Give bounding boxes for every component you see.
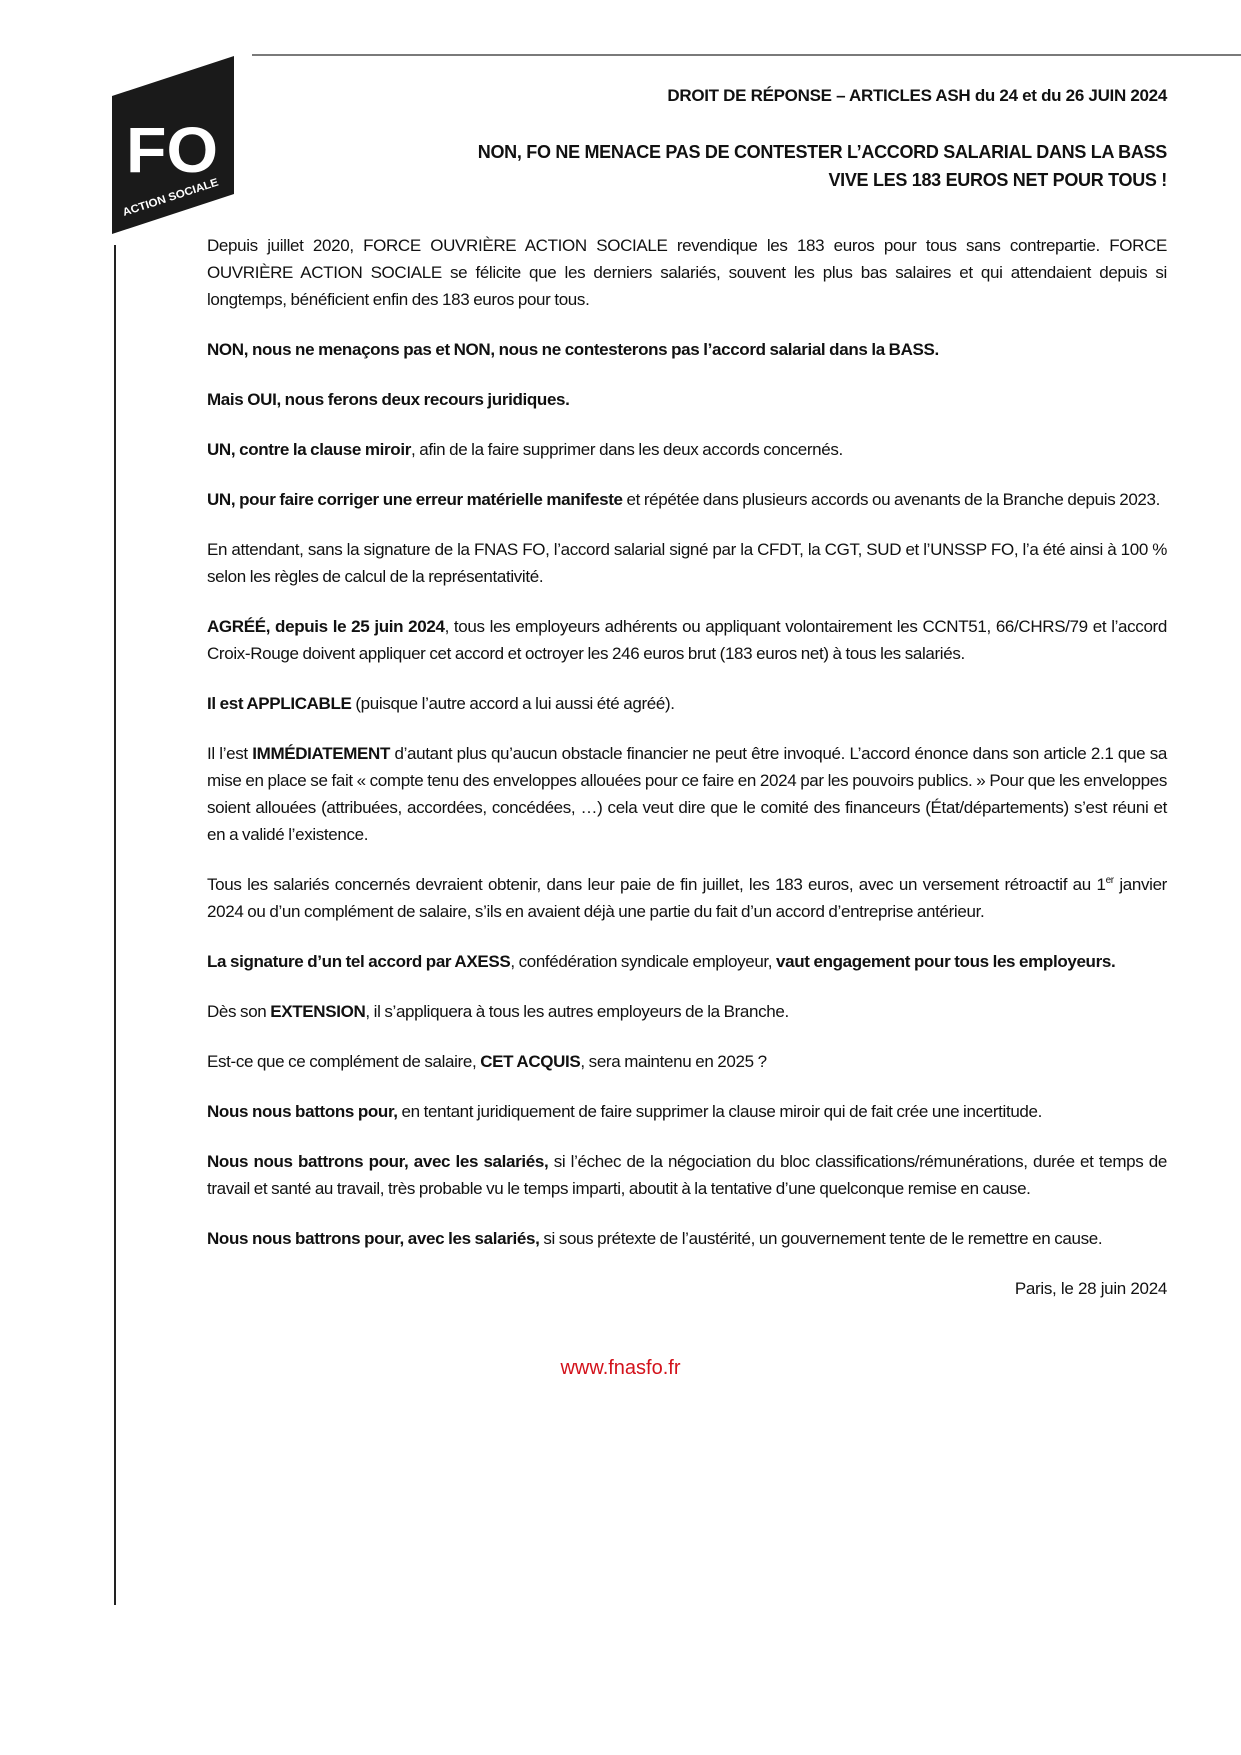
text-run: d’autant plus qu’aucun obstacle financier ne peut être invoqué. L’accord énonce dans son article 2.1 que sa mise en place se fait « compte tenu des enveloppes allouées pour ce faire en 2024 par les pouvoirs publics. » Pour que les enveloppes soient allouées (attribuées, accordées, concédées, …) cela veut dire que le comité des financeurs (État/départements) s’est réuni et en a validé l’existence. [207,744,1167,844]
bold-text: Mais OUI, nous ferons deux recours juridiques. [207,390,570,409]
bold-text: Il est APPLICABLE [207,694,352,713]
text-run: janvier 2024 ou d’un complément de salaire, s’ils en avaient déjà une partie du fait d’un accord d’entreprise antérieur. [207,875,1167,921]
text-run: et répétée dans plusieurs accords ou avenants de la Branche depuis 2023. [622,490,1161,509]
bold-text: NON, nous ne menaçons pas et NON, nous ne contesterons pas l’accord salarial dans la BASS. [207,340,939,359]
text-run: , confédération syndicale employeur, [510,952,777,971]
paragraph [207,1148,1167,1202]
logo-initials: FO [126,114,218,186]
document-label: DROIT DE RÉPONSE – ARTICLES ASH du 24 et du 26 JUIN 2024 [667,86,1167,105]
paragraph [207,613,1167,667]
bold-text: Nous nous battrons pour, avec les salariés, [207,1229,540,1248]
text-run: si l’échec de la négociation du bloc classifications/rémunérations, durée et temps de travail et santé au travail, très probable vu le temps imparti, aboutit à la tentative d’une quelconque remise en cause. [207,1152,1167,1198]
headline [267,138,1167,194]
paragraph [207,948,1167,975]
paragraph [207,690,1167,717]
text-run: En attendant, sans la signature de la FNAS FO, l’accord salarial signé par la CFDT, la CGT, SUD et l’UNSSP FO, l’a été ainsi à 100 % selon les règles de calcul de la représentativité. [207,540,1167,586]
paragraph [207,336,1167,363]
paragraph [207,436,1167,463]
paragraph [207,386,1167,413]
headline-line-1: NON, FO NE MENACE PAS DE CONTESTER L’ACCORD SALARIAL DANS LA BASS [477,142,1167,162]
bold-text: CET ACQUIS [480,1052,581,1071]
document-body [207,232,1167,1252]
paragraph [207,740,1167,848]
bold-text: Nous nous battons pour, [207,1102,398,1121]
paragraph [207,1048,1167,1075]
text-run: , il s’appliquera à tous les autres employeurs de la Branche. [365,1002,789,1021]
paragraph [207,1098,1167,1125]
bold-text: UN, pour faire corriger une erreur matérielle manifeste [207,490,623,509]
text-run: Depuis juillet 2020, FORCE OUVRIÈRE ACTION SOCIALE revendique les 183 euros pour tous sans contrepartie. FORCE OUVRIÈRE ACTION SOCIALE se félicite que les derniers salariés, souvent les plus bas salaires et qui attendaient depuis si longtemps, bénéficient enfin des 183 euros pour tous. [207,236,1167,309]
margin-rule [114,245,116,1605]
paragraph [207,536,1167,590]
text-run: , tous les employeurs adhérents ou appliquant volontairement les CCNT51, 66/CHRS/79 et l’accord Croix-Rouge doivent appliquer cet accord et octroyer les 246 euros brut (183 euros net) à tous les salariés. [207,617,1167,663]
text-run: , sera maintenu en 2025 ? [580,1052,767,1071]
paragraph [207,998,1167,1025]
paragraph [207,486,1167,513]
website-link[interactable]: www.fnasfo.fr [560,1357,681,1379]
signoff-date: Paris, le 28 juin 2024 [1014,1279,1167,1298]
fo-action-sociale-logo [112,56,236,234]
text-run: Dès son [207,1002,271,1021]
bold-text: Nous nous battrons pour, avec les salariés, [207,1152,549,1171]
document-header [267,84,1167,194]
headline-line-2: VIVE LES 183 EUROS NET POUR TOUS ! [828,170,1167,190]
text-run: en tentant juridiquement de faire supprimer la clause miroir qui de fait crée une incertitude. [397,1102,1043,1121]
text-run: (puisque l’autre accord a lui aussi été agréé). [351,694,675,713]
superscript: er [1105,875,1114,886]
paragraph [207,232,1167,313]
text-run: , afin de la faire supprimer dans les deux accords concernés. [410,440,843,459]
text-run: Est-ce que ce complément de salaire, [207,1052,481,1071]
paragraph [207,1225,1167,1252]
bold-text: AGRÉÉ, depuis le 25 juin 2024 [207,617,445,636]
text-run: Il l’est [207,744,253,763]
header-divider [252,54,1241,56]
text-run: Tous les salariés concernés devraient obtenir, dans leur paie de fin juillet, les 183 euros, avec un versement rétroactif au 1 [207,875,1106,894]
document-flow [207,232,1167,1382]
bold-text: UN, contre la clause miroir [207,440,411,459]
bold-text: IMMÉDIATEMENT [252,744,390,763]
text-run: si sous prétexte de l’austérité, un gouvernement tente de le remettre en cause. [539,1229,1103,1248]
bold-text: vaut engagement pour tous les employeurs. [776,952,1116,971]
logo-subtitle: ACTION SOCIALE [121,178,215,219]
paragraph [207,871,1167,925]
bold-text: EXTENSION [270,1002,366,1021]
bold-text: La signature d’un tel accord par AXESS [207,952,511,971]
